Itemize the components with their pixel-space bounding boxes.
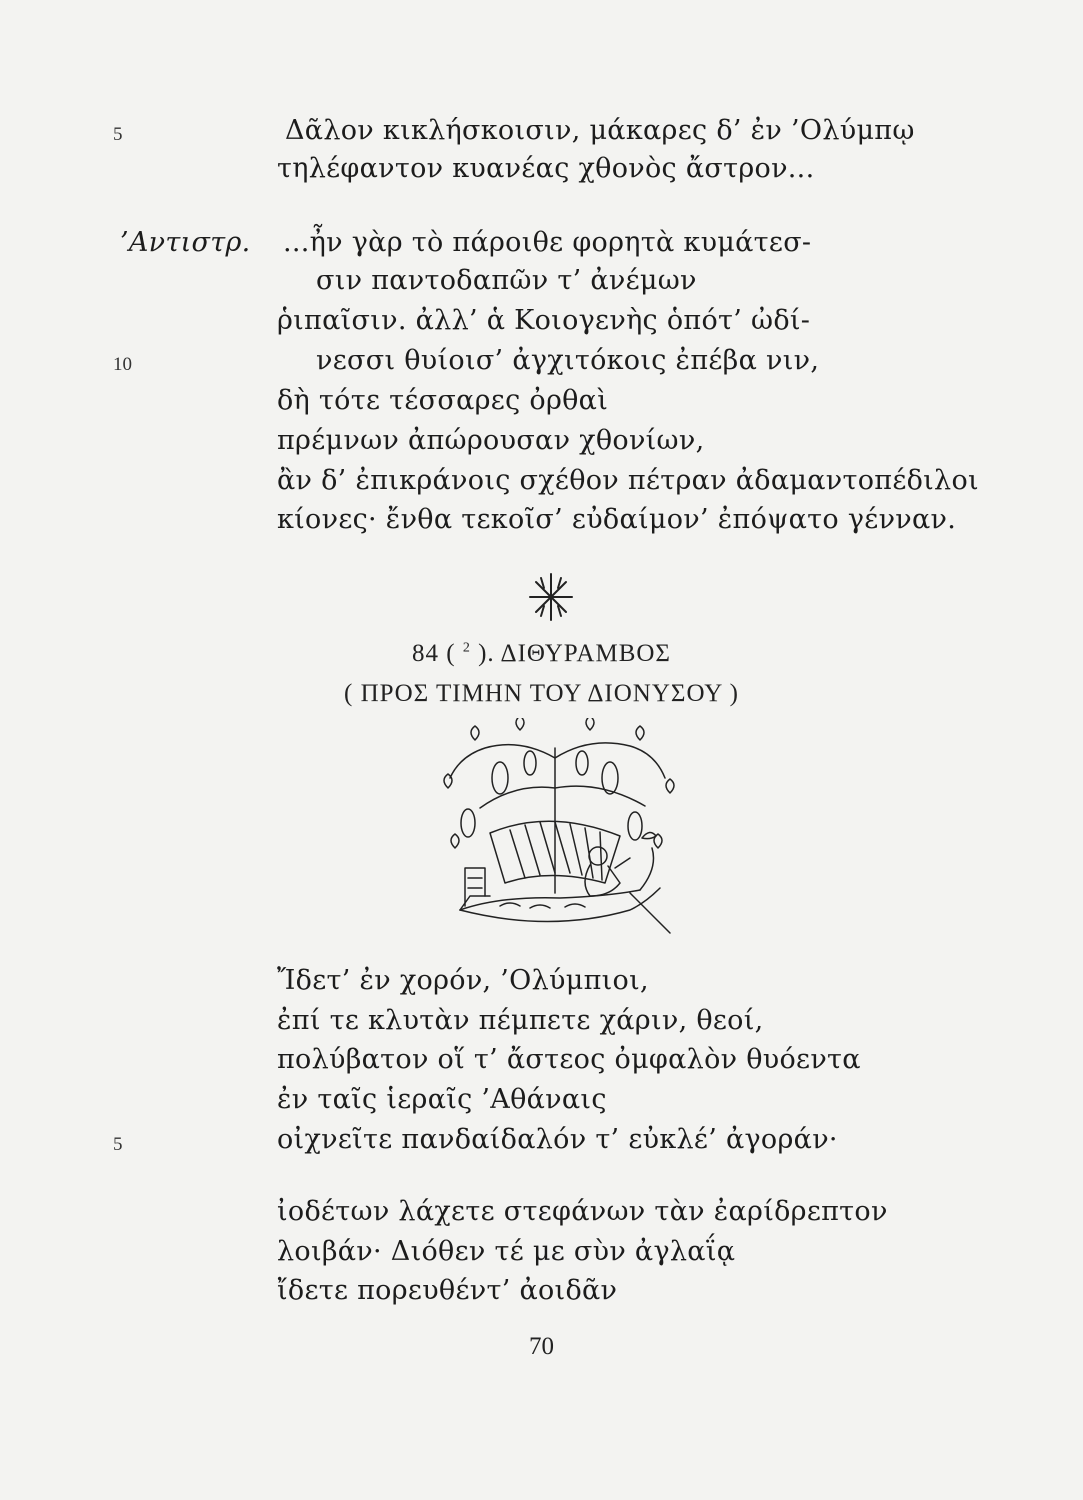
poem-number: 84 ( [412,640,456,667]
verse-line: πολύβατον οἵ τ’ ἄστεος ὀμφαλὸν θυόεντα [277,1044,861,1075]
verse-line: Ἴδετ’ ἐν χορόν, ’Ολύμπιοι, [277,965,649,996]
line-number: 10 [113,354,132,375]
verse-line: ἂν δ’ ἐπικράνοις σχέθον πέτραν ἀδαμαντοπέδιλοι [277,465,979,496]
dionysus-ship-illustration-icon [430,718,685,938]
verse-line: ἰοδέτων λάχετε στεφάνων τὰν ἐαρίδρεπτον [277,1196,888,1227]
verse-line: λοιβάν· Διόθεν τέ με σὺν ἀγλαΐᾳ [277,1236,736,1267]
verse-line: Δᾶλον κικλήσκοισιν, μάκαρες δ’ ἐν ’Ολύμπῳ [285,115,915,146]
verse-line: οἰχνεῖτε πανδαίδαλόν τ’ εὐκλέ’ ἀγοράν· [277,1124,838,1155]
verse-line: δὴ τότε τέσσαρες ὀρθαὶ [277,385,609,416]
verse-line: ἐπί τε κλυτὰν πέμπετε χάριν, θεοί, [277,1005,764,1036]
compass-star-ornament-icon [526,570,576,624]
verse-line: πρέμνων ἀπώρουσαν χθονίων, [277,425,705,456]
poem-heading [0,640,1083,668]
verse-line: ἴδετε πορευθέντ’ ἀοιδᾶν [277,1275,618,1306]
poem-title: ). ΔΙΘΥΡΑΜΒΟΣ [478,640,671,667]
page-number: 70 [529,1333,554,1360]
verse-line: ἐν ταῖς ἱεραῖς ’Αθάναις [277,1084,607,1115]
verse-line: τηλέφαντον κυανέας χθονὸς ἄστρον... [277,153,815,184]
line-number: 5 [113,1134,123,1155]
line-number: 5 [113,124,123,145]
poem-number-superscript: 2 [462,640,471,656]
verse-line: σιν παντοδαπῶν τ’ ἀνέμων [316,265,697,296]
verse-line: νεσσι θυίοισ’ ἀγχιτόκοις ἐπέβα νιν, [316,345,820,376]
verse-line: ...ἦν γὰρ τὸ πάροιθε φορητὰ κυμάτεσ- [283,227,812,258]
antistrophe-label: ’Αντιστρ. [120,227,251,258]
verse-line: ῥιπαῖσιν. ἀλλ’ ἁ Κοιογενὴς ὁπότ’ ὠδί- [277,305,811,336]
poem-subtitle: ( ΠΡΟΣ ΤΙΜΗΝ ΤΟΥ ΔΙΟΝΥΣΟΥ ) [344,680,739,707]
verse-line: κίονες· ἔνθα τεκοῖσ’ εὐδαίμον’ ἐπόψατο γένναν. [277,504,957,535]
